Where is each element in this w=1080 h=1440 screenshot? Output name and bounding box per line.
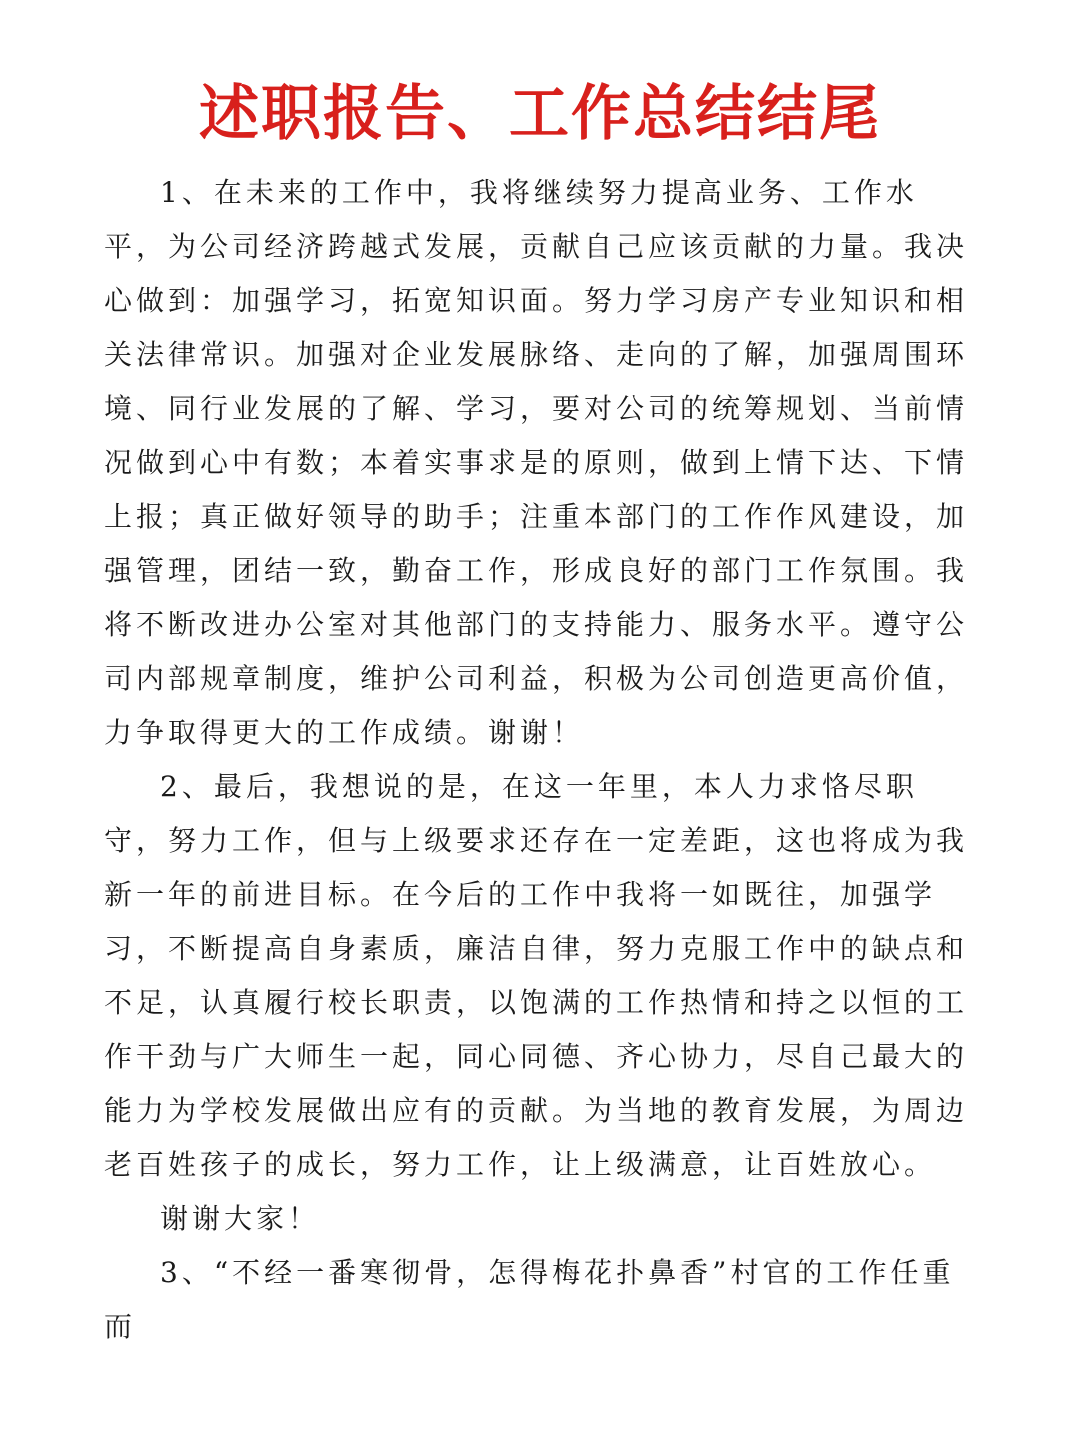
document-title: 述职报告、工作总结结尾 bbox=[199, 79, 881, 149]
paragraph-3: 3、“不经一番寒彻骨，怎得梅花扑鼻香”村官的工作任重而 bbox=[104, 1256, 955, 1343]
document-body bbox=[104, 166, 978, 1354]
paragraph-2: 2、最后，我想说的是，在这一年里，本人力求恪尽职守，努力工作，但与上级要求还存在一定差距，这也将成为我新一年的前进目标。在今后的工作中我将一如既往，加强学习，不断提高自身素质，廉洁自律，努力克服工作中的缺点和不足，认真履行校长职责，以饱满的工作热情和持之以恒的工作干劲与广大师生一起，同心同德、齐心协力，尽自己最大的能力为学校发展做出应有的贡献。为当地的教育发展，为周边老百姓孩子的成长，努力工作，让上级满意，让百姓放心。 bbox=[104, 770, 969, 1181]
paragraph-thanks: 谢谢大家！ bbox=[160, 1202, 321, 1235]
paragraph-1: 1、在未来的工作中，我将继续努力提高业务、工作水平，为公司经济跨越式发展，贡献自己应该贡献的力量。我决心做到：加强学习，拓宽知识面。努力学习房产专业知识和相关法律常识。加强对企业发展脉络、走向的了解，加强周围环境、同行业发展的了解、学习，要对公司的统筹规划、当前情况做到心中有数；本着实事求是的原则，做到上情下达、下情上报；真正做好领导的助手；注重本部门的工作作风建设，加强管理，团结一致，勤奋工作，形成良好的部门工作氛围。我将不断改进办公室对其他部门的支持能力、服务水平。遵守公司内部规章制度，维护公司利益，积极为公司创造更高价值，力争取得更大的工作成绩。谢谢！ bbox=[104, 176, 969, 749]
